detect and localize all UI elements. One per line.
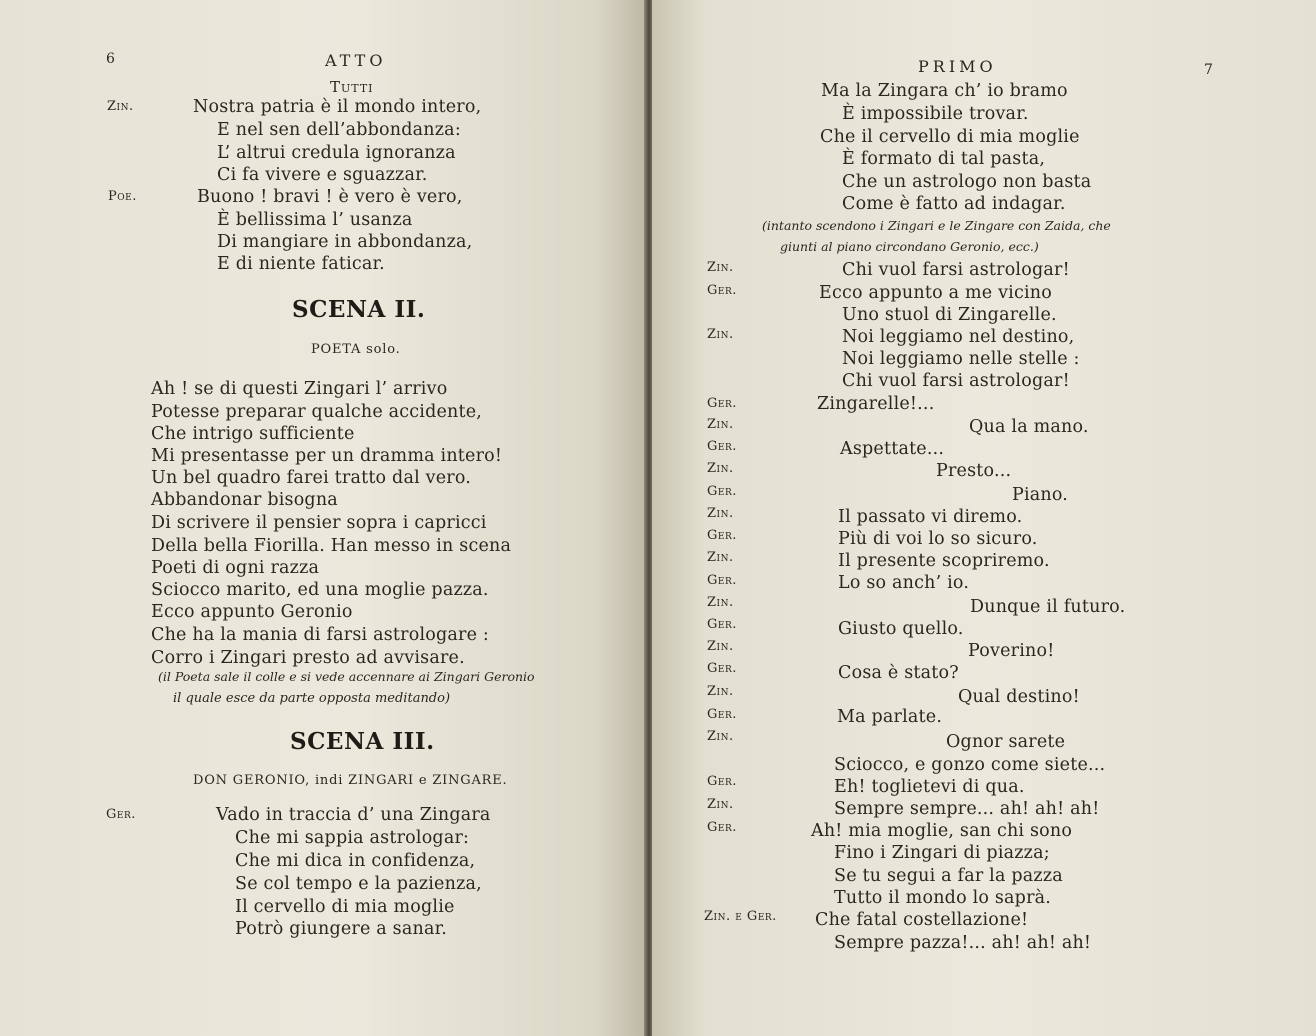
- verse-line: Sciocco, e gonzo come siete...: [834, 755, 1106, 775]
- verse-line: Uno stuol di Zingarelle.: [842, 305, 1057, 325]
- verse-line: Mi presentasse per un dramma intero!: [151, 446, 503, 466]
- verse-line: Che il cervello di mia moglie: [820, 127, 1080, 147]
- verse-line: Qua la mano.: [969, 417, 1089, 437]
- verse-line: Buono ! bravi ! è vero è vero,: [197, 187, 463, 207]
- running-header: PRIMO: [918, 57, 997, 76]
- speaker-label: Zin.: [707, 417, 734, 432]
- scene-title: SCENA III.: [290, 728, 435, 755]
- verse-line: Chi vuol farsi astrologar!: [842, 371, 1070, 391]
- verse-line: Chi vuol farsi astrologar!: [842, 260, 1070, 280]
- verse-line: Ecco appunto a me vicino: [819, 283, 1052, 303]
- speaker-label: Zin.: [707, 595, 734, 610]
- verse-line: Aspettate...: [840, 439, 945, 459]
- verse-line: Di mangiare in abbondanza,: [217, 232, 473, 252]
- page-number: 6: [106, 51, 115, 67]
- verse-line: Ah ! se di questi Zingari l’ arrivo: [151, 379, 448, 399]
- verse-line: Ci fa vivere e sguazzar.: [217, 165, 428, 185]
- speaker-label: Poe.: [108, 189, 137, 204]
- verse-line: Poeti di ogni razza: [151, 558, 320, 578]
- verse-line: Se col tempo e la pazienza,: [235, 874, 482, 894]
- verse-line: Nostra patria è il mondo intero,: [193, 97, 482, 117]
- speaker-label: Ger.: [707, 528, 737, 543]
- verse-line: Giusto quello.: [838, 619, 964, 639]
- speaker-label: Ger.: [707, 774, 737, 789]
- stage-direction: il quale esce da parte opposta meditando): [173, 691, 451, 706]
- verse-line: Che mi dica in confidenza,: [235, 851, 476, 871]
- verse-line: Dunque il futuro.: [970, 597, 1126, 617]
- speaker-label: Zin.: [107, 99, 134, 114]
- verse-line: E nel sen dell’abbondanza:: [217, 120, 461, 140]
- verse-line: Vado in traccia d’ una Zingara: [216, 805, 491, 825]
- speaker-label: Zin.: [707, 506, 734, 521]
- verse-line: Ognor sarete: [946, 732, 1066, 752]
- verse-line: È formato di tal pasta,: [842, 149, 1046, 169]
- verse-line: Che mi sappia astrologar:: [235, 828, 470, 848]
- speaker-label: Ger.: [707, 573, 737, 588]
- page-number: 7: [1204, 62, 1213, 78]
- stage-direction: (intanto scendono i Zingari e le Zingare con Zaida, che: [762, 218, 1111, 233]
- verse-line: Potrò giungere a sanar.: [235, 919, 448, 939]
- speaker-label: Ger.: [707, 661, 737, 676]
- verse-line: È bellissima l’ usanza: [217, 210, 413, 230]
- verse-line: Cosa è stato?: [838, 663, 959, 683]
- verse-line: Il cervello di mia moglie: [235, 897, 455, 917]
- verse-line: Piano.: [1012, 485, 1069, 505]
- verse-line: Ah! mia moglie, san chi sono: [811, 821, 1073, 841]
- stage-direction: giunti al piano circondano Geronio, ecc.): [780, 239, 1039, 254]
- verse-line: Un bel quadro farei tratto dal vero.: [151, 468, 472, 488]
- speaker-label: Zin.: [707, 461, 734, 476]
- verse-line: Sempre sempre... ah! ah! ah!: [834, 799, 1100, 819]
- speaker-label: Zin.: [707, 327, 734, 342]
- verse-line: Il presente scopriremo.: [838, 551, 1050, 571]
- running-header: ATTO: [325, 51, 387, 70]
- verse-line: Noi leggiamo nelle stelle :: [842, 349, 1080, 369]
- verse-line: Potesse preparar qualche accidente,: [151, 402, 483, 422]
- verse-line: Ecco appunto Geronio: [151, 602, 353, 622]
- verse-line: Lo so anch’ io.: [838, 573, 970, 593]
- speaker-label: Ger.: [106, 807, 136, 822]
- speaker-label: Ger.: [707, 396, 737, 411]
- tutti-heading: Tutti: [330, 78, 374, 96]
- verse-line: Noi leggiamo nel destino,: [842, 327, 1075, 347]
- speaker-label: Ger.: [707, 617, 737, 632]
- verse-line: Corro i Zingari presto ad avvisare.: [151, 648, 465, 668]
- verse-line: Zingarelle!...: [817, 394, 935, 414]
- verse-line: Poverino!: [968, 641, 1055, 661]
- speaker-label: Ger.: [707, 484, 737, 499]
- verse-line: Come è fatto ad indagar.: [842, 194, 1066, 214]
- scene-subtitle: POETA solo.: [311, 342, 401, 357]
- verse-line: Che un astrologo non basta: [842, 172, 1092, 192]
- verse-line: Tutto il mondo lo saprà.: [834, 888, 1052, 908]
- verse-line: Ma la Zingara ch’ io bramo: [821, 81, 1068, 101]
- speaker-label: Zin.: [707, 729, 734, 744]
- verse-line: È impossibile trovar.: [842, 104, 1029, 124]
- speaker-label: Ger.: [707, 707, 737, 722]
- stage-direction: (il Poeta sale il colle e si vede accennare ai Zingari Geronio: [158, 669, 535, 684]
- verse-line: Sempre pazza!... ah! ah! ah!: [834, 933, 1092, 953]
- verse-line: Qual destino!: [958, 687, 1080, 707]
- speaker-label: Ger.: [707, 283, 737, 298]
- verse-line: Ma parlate.: [837, 707, 943, 727]
- verse-line: Sciocco marito, ed una moglie pazza.: [151, 580, 489, 600]
- speaker-label: Zin.: [707, 684, 734, 699]
- speaker-label: Ger.: [707, 820, 737, 835]
- verse-line: Il passato vi diremo.: [838, 507, 1023, 527]
- verse-line: Fino i Zingari di piazza;: [834, 843, 1050, 863]
- speaker-label: Zin. e Ger.: [704, 909, 777, 924]
- verse-line: Più di voi lo so sicuro.: [838, 529, 1038, 549]
- speaker-label: Zin.: [707, 260, 734, 275]
- verse-line: Che intrigo sufficiente: [151, 424, 355, 444]
- verse-line: Che fatal costellazione!: [815, 910, 1029, 930]
- verse-line: E di niente faticar.: [217, 254, 385, 274]
- left-page: [0, 0, 646, 1036]
- speaker-label: Zin.: [707, 797, 734, 812]
- verse-line: Che ha la mania di farsi astrologare :: [151, 625, 490, 645]
- verse-line: Presto...: [936, 461, 1012, 481]
- speaker-label: Ger.: [707, 439, 737, 454]
- scene-subtitle: DON GERONIO, indi ZINGARI e ZINGARE.: [193, 773, 508, 788]
- verse-line: L’ altrui credula ignoranza: [217, 143, 456, 163]
- verse-line: Di scrivere il pensier sopra i capricci: [151, 513, 487, 533]
- speaker-label: Zin.: [707, 550, 734, 565]
- verse-line: Della bella Fiorilla. Han messo in scena: [151, 536, 512, 556]
- scene-title: SCENA II.: [292, 296, 426, 323]
- verse-line: Eh! toglietevi di qua.: [834, 777, 1025, 797]
- right-page: [652, 0, 1316, 1036]
- verse-line: Se tu segui a far la pazza: [834, 866, 1063, 886]
- speaker-label: Zin.: [707, 639, 734, 654]
- verse-line: Abbandonar bisogna: [151, 490, 338, 510]
